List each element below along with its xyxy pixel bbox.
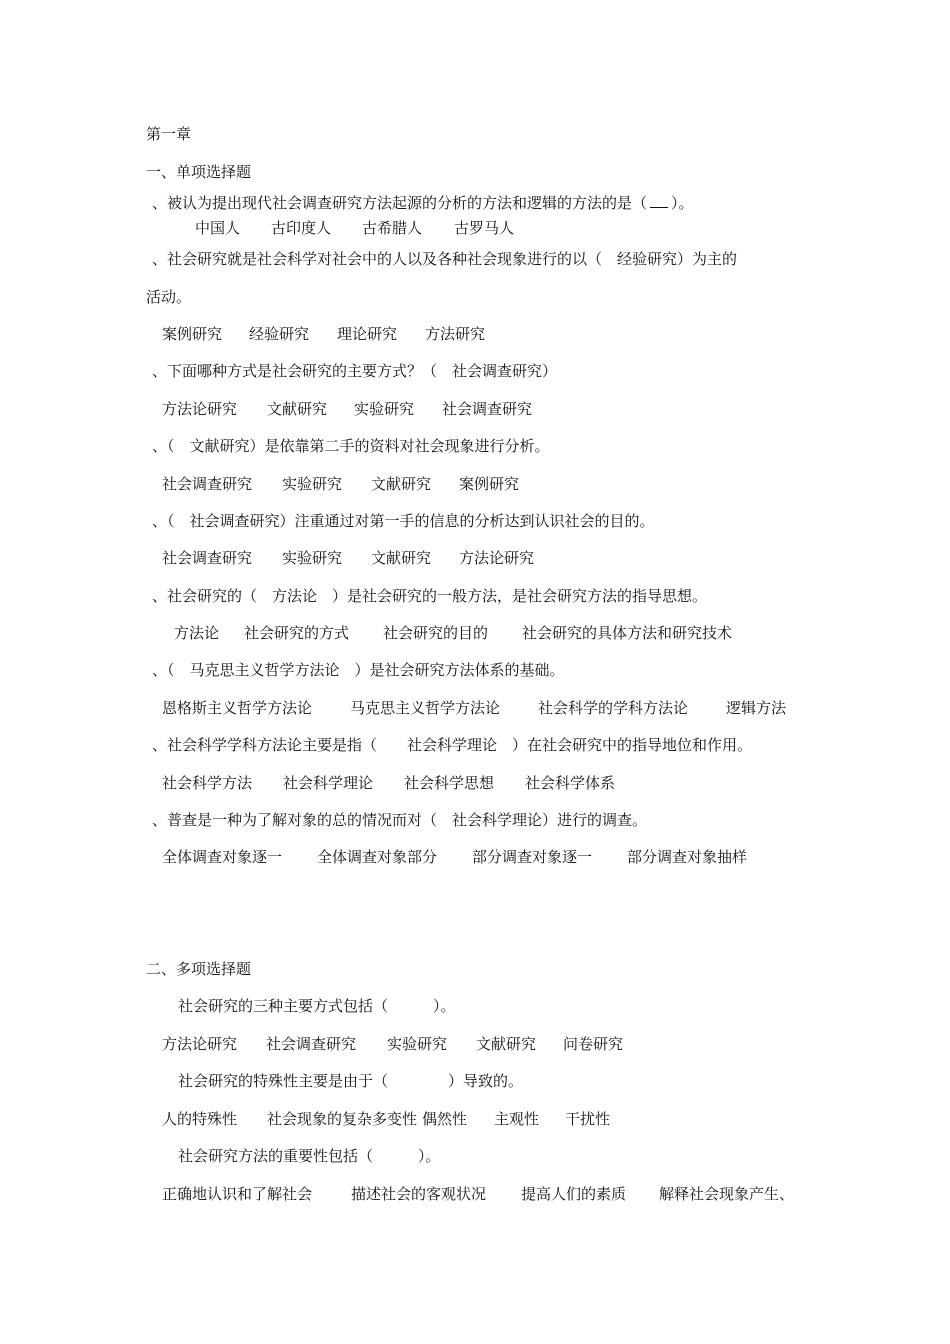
option-row xyxy=(195,218,514,238)
option: 方法论 xyxy=(174,624,220,642)
option: 社会调查研究 xyxy=(162,549,253,567)
option: 社会科学的学科方法论 xyxy=(538,699,689,717)
option: 社会科学体系 xyxy=(525,774,616,792)
option-row xyxy=(162,1034,623,1054)
option: 社会研究的目的 xyxy=(383,624,489,642)
section-heading: 二、多项选择题 xyxy=(146,960,252,978)
option: 部分调查对象逐一 xyxy=(472,848,593,866)
option: 文献研究 xyxy=(371,475,432,493)
option: 社会科学理论 xyxy=(283,774,374,792)
question-text: 、社会研究就是社会科学对社会中的人以及各种社会现象进行的以（ 经验研究）为主的 xyxy=(152,250,738,268)
option-row xyxy=(162,1184,794,1204)
question-text: 社会研究的特殊性主要是由于（ ）导致的。 xyxy=(178,1072,524,1090)
option: 社会研究的方式 xyxy=(244,624,350,642)
option: 恩格斯主义哲学方法论 xyxy=(162,699,313,717)
option-row xyxy=(162,324,485,344)
option: 实验研究 xyxy=(282,475,343,493)
option: 案例研究 xyxy=(459,475,520,493)
option: 方法研究 xyxy=(425,325,486,343)
question-text: 社会研究的三种主要方式包括（ ）。 xyxy=(178,997,456,1015)
option: 理论研究 xyxy=(337,325,398,343)
option-row xyxy=(162,474,519,494)
option: 文献研究 xyxy=(267,400,328,418)
option: 人的特殊性 xyxy=(162,1110,238,1128)
option: 逻辑方法 xyxy=(726,699,787,717)
option: 社会科学思想 xyxy=(404,774,495,792)
option: 文献研究 xyxy=(371,549,432,567)
question-text: 、（ 文献研究）是依靠第二手的资料对社会现象进行分析。 xyxy=(152,437,550,455)
question-text: 社会研究方法的重要性包括（ ）。 xyxy=(178,1147,441,1165)
option-row xyxy=(162,548,534,568)
option: 古印度人 xyxy=(271,219,332,237)
option: 全体调查对象逐一 xyxy=(162,848,283,866)
option-row xyxy=(162,773,615,793)
question-text: 、（ 马克思主义哲学方法论 ）是社会研究方法体系的基础。 xyxy=(152,661,565,679)
question-text: 、下面哪种方式是社会研究的主要方式？（ 社会调查研究） xyxy=(152,362,558,380)
question-text: 、社会研究的（ 方法论 ）是社会研究的一般方法，是社会研究方法的指导思想。 xyxy=(152,587,708,605)
option: 文献研究 xyxy=(476,1035,537,1053)
option: 古希腊人 xyxy=(362,219,423,237)
option: 社会调查研究 xyxy=(162,475,253,493)
option: 问卷研究 xyxy=(563,1035,624,1053)
option-row xyxy=(162,698,786,718)
option: 社会现象的复杂多变性 xyxy=(267,1110,418,1128)
option: 全体调查对象部分 xyxy=(317,848,438,866)
option: 社会调查研究 xyxy=(266,1035,357,1053)
option: 干扰性 xyxy=(565,1110,611,1128)
option-row xyxy=(162,399,532,419)
option: 实验研究 xyxy=(282,549,343,567)
option: 实验研究 xyxy=(354,400,415,418)
option: 方法论研究 xyxy=(162,1035,238,1053)
chapter-title: 第一章 xyxy=(146,125,192,143)
option: 部分调查对象抽样 xyxy=(627,848,748,866)
question-text-continued: 活动。 xyxy=(146,288,192,306)
option: 马克思主义哲学方法论 xyxy=(350,699,501,717)
option: 解释社会现象产生、 xyxy=(659,1185,795,1203)
question-text: 、被认为提出现代社会调查研究方法起源的分析的方法和逻辑的方法的是（ ）。 xyxy=(152,194,694,212)
option: 正确地认识和了解社会 xyxy=(162,1185,313,1203)
option-row xyxy=(162,847,747,867)
option: 案例研究 xyxy=(162,325,223,343)
option: 社会研究的具体方法和研究技术 xyxy=(522,624,733,642)
section-heading: 一、单项选择题 xyxy=(146,163,252,181)
option: 方法论研究 xyxy=(162,400,238,418)
answer-blank xyxy=(650,193,668,208)
question-text: 、普查是一种为了解对象的总的情况而对（ 社会科学理论）进行的调查。 xyxy=(152,811,648,829)
option: 偶然性 xyxy=(422,1110,468,1128)
option: 中国人 xyxy=(195,219,241,237)
option: 社会调查研究 xyxy=(442,400,533,418)
question-text: 、（ 社会调查研究）注重通过对第一手的信息的分析达到认识社会的目的。 xyxy=(152,512,655,530)
option: 提高人们的素质 xyxy=(521,1185,627,1203)
option: 古罗马人 xyxy=(454,219,515,237)
option: 经验研究 xyxy=(249,325,310,343)
option: 方法论研究 xyxy=(459,549,535,567)
question-text: 、社会科学学科方法论主要是指（ 社会科学理论 ）在社会研究中的指导地位和作用。 xyxy=(152,736,753,754)
option: 社会科学方法 xyxy=(162,774,253,792)
option: 实验研究 xyxy=(387,1035,448,1053)
option: 描述社会的客观状况 xyxy=(351,1185,487,1203)
option-row xyxy=(174,623,732,643)
option: 主观性 xyxy=(494,1110,540,1128)
option-row xyxy=(162,1109,610,1129)
